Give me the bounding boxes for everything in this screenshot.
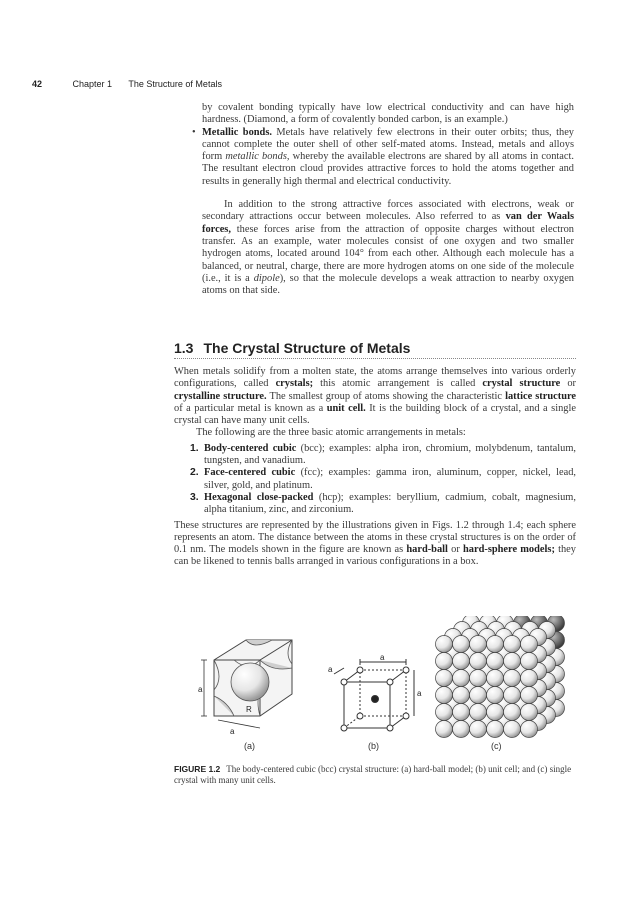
lattice-atom <box>436 636 453 653</box>
single-crystal <box>436 616 565 738</box>
lattice-atom <box>470 636 487 653</box>
lattice-atom <box>521 670 538 687</box>
lattice-atom <box>487 721 504 738</box>
metallic-bonds-term: Metallic bonds. <box>202 126 272 138</box>
lattice-atom <box>487 670 504 687</box>
lattice-atom <box>453 670 470 687</box>
lattice-atom <box>436 653 453 670</box>
cell-label-side: a <box>417 689 422 698</box>
section-heading <box>174 340 576 359</box>
figure-caption <box>174 764 576 786</box>
lattice-atom <box>453 653 470 670</box>
crystal-paragraph <box>174 366 576 427</box>
vdw-c: ), so that the molecule develops a weak attraction to nearby oxygen atoms on that side. <box>202 272 575 297</box>
vdw-a: In addition to the strong attractive forces associated with electrons, weak or secondary attractions occur between molecules. Also referred to as <box>202 199 574 223</box>
section-title: The Crystal Structure of Metals <box>203 340 411 356</box>
chapter-title: The Structure of Metals <box>128 79 222 89</box>
lattice-atom <box>487 687 504 704</box>
p1-t5: unit cell. <box>326 402 366 414</box>
item-number: 2. <box>190 467 199 479</box>
item-term: Body-centered cubic <box>204 442 297 454</box>
lattice-atom <box>521 721 538 738</box>
lattice-atom <box>470 670 487 687</box>
item-term: Face-centered cubic <box>204 467 296 479</box>
unit-cell <box>334 659 414 731</box>
radius-label: R <box>246 705 252 714</box>
lattice-atom <box>436 704 453 721</box>
caption-text: The body-centered cubic (bcc) crystal structure: (a) hard-ball model; (b) unit cell; and (c) single crystal with many unit cells. <box>174 764 572 785</box>
page-number: 42 <box>32 79 43 89</box>
lattice-atom <box>521 636 538 653</box>
lattice-atom <box>470 653 487 670</box>
p1-e: of a particular metal is known as a <box>174 402 327 414</box>
sub-label-b: (b) <box>368 741 379 751</box>
lattice-atom <box>504 653 521 670</box>
lattice-atom <box>470 704 487 721</box>
item-text: (bcc); examples: alpha iron, chromium, molybdenum, tantalum, tungsten, and vanadium. <box>204 442 576 467</box>
models-paragraph <box>174 520 576 569</box>
vdw-b: these forces arise from the attraction of opposite charges without electron transfer. As an example, water molecules consist of one oxygen and two smaller hydrogen atoms, located around 104° from each other. Although each molecule has a balanced, or neutral, charge, there are more hydrogen atoms on one side of the molecule (i.e., it is a <box>202 223 574 284</box>
p1-t1: crystals; <box>275 378 314 390</box>
hard-ball-model <box>198 640 292 736</box>
item-term: Hexagonal close-packed <box>204 491 314 503</box>
lattice-atom <box>470 721 487 738</box>
lattice-atom <box>521 687 538 704</box>
van-der-waals-paragraph <box>202 199 574 297</box>
list-item <box>174 467 576 492</box>
edge-label-a: a <box>198 685 203 694</box>
bullet-dot: • <box>192 126 196 138</box>
p3-c: they can be likened to tennis balls arranged in various configurations in a box. <box>174 544 576 568</box>
section-body <box>174 366 576 569</box>
item-text: (hcp); examples: beryllium, cadmium, cobalt, magnesium, alpha titanium, zinc, and zirconium. <box>204 491 576 516</box>
item-text: (fcc); examples: gamma iron, aluminum, copper, nickel, lead, silver, gold, and platinum. <box>204 467 576 491</box>
lattice-atom <box>504 721 521 738</box>
metallic-text-b: whereby the available electrons are shared by all atoms in contact. The resultant electron cloud provides attractive forces to hold the atoms together and results in generally high thermal and electrical conductivity. <box>202 151 575 187</box>
sub-label-a: (a) <box>244 741 255 751</box>
structure-types-list <box>174 443 576 517</box>
p3-a: These structures are represented by the illustrations given in Figs. 1.2 through 1.4; each sphere represents an atom. The distance between the atoms in these crystal structures is on the order of 0.1 nm. The models shown in the figure are known as <box>174 519 576 556</box>
running-header <box>32 79 592 89</box>
p1-a: When metals solidify from a molten state, the atoms arrange themselves into various orderly configurations, called <box>174 366 576 390</box>
lattice-atom <box>453 636 470 653</box>
item-number: 3. <box>190 491 199 503</box>
metallic-bonds-bullet <box>192 126 575 188</box>
lattice-atom <box>436 687 453 704</box>
lattice-atom <box>436 670 453 687</box>
p1-b: this atomic arrangement is called <box>313 378 483 390</box>
vdw-italic: dipole <box>253 272 280 284</box>
item-number: 1. <box>190 442 199 454</box>
sub-label-c: (c) <box>491 741 502 751</box>
lattice-atom <box>504 670 521 687</box>
lattice-atom <box>470 687 487 704</box>
p1-c: or <box>560 378 576 390</box>
arrangements-intro: The following are the three basic atomic arrangements in metals: <box>196 427 466 439</box>
intro-text <box>192 102 575 297</box>
lattice-atom <box>436 721 453 738</box>
p1-f: It is the building block of a crystal, and a single crystal can have many unit cells. <box>174 402 576 427</box>
metallic-text-a: Metals have relatively few electrons in their outer orbits; thus, they cannot complete the outer shell of other self-mated atoms. Instead, metals and alloys form <box>202 126 574 163</box>
p1-d: The smallest group of atoms showing the characteristic <box>266 390 506 402</box>
vdw-term: van der Waals forces, <box>202 211 574 235</box>
p3-t1: hard-ball <box>406 544 448 556</box>
lattice-atom <box>453 687 470 704</box>
metallic-italic: metallic bonds, <box>225 151 290 163</box>
section-number: 1.3 <box>174 340 194 356</box>
lattice-atom <box>487 636 504 653</box>
lattice-atom <box>487 704 504 721</box>
lattice-atom <box>521 704 538 721</box>
cell-label-depth: a <box>328 665 333 674</box>
p1-t3: crystalline structure. <box>174 390 267 402</box>
p1-t2: crystal structure <box>482 378 561 390</box>
figure-label: FIGURE 1.2 <box>174 764 221 774</box>
lattice-atom <box>487 653 504 670</box>
lattice-atom <box>453 704 470 721</box>
lattice-atom <box>521 653 538 670</box>
list-item <box>174 443 576 468</box>
figure-bcc <box>194 616 584 751</box>
edge-label-a-bottom: a <box>230 727 235 736</box>
lattice-atom <box>504 636 521 653</box>
p3-b: or <box>447 544 463 556</box>
covalent-continuation: by covalent bonding typically have low electrical conductivity and can have high hardness. (Diamond, a form of covalently bonded carbon, is an example.) <box>202 102 574 126</box>
list-item <box>174 492 576 517</box>
lattice-atom <box>504 704 521 721</box>
cell-label-top: a <box>380 653 385 662</box>
p3-t2: hard-sphere models; <box>463 544 555 556</box>
lattice-atom <box>453 721 470 738</box>
lattice-atom <box>504 687 521 704</box>
chapter-label: Chapter 1 <box>72 79 113 89</box>
p1-t4: lattice structure <box>505 390 577 402</box>
